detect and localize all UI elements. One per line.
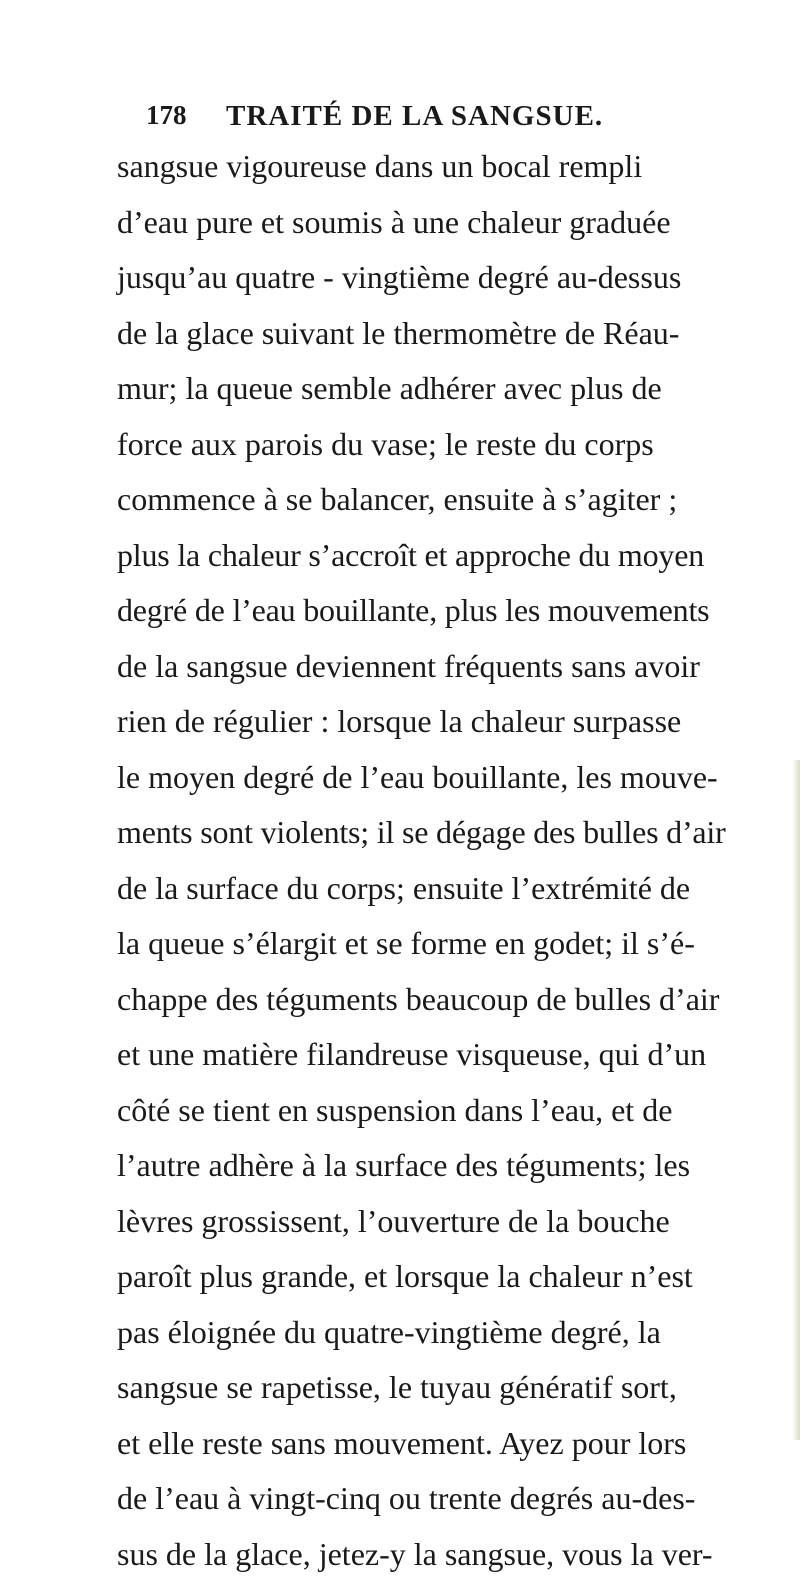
text-line: plus la chaleur s’accroît et approche du moyen — [117, 535, 797, 591]
text-line: de l’eau à vingt-cinq ou trente degrés au-des- — [117, 1478, 797, 1534]
text-line: de la glace suivant le thermomètre de Réau- — [117, 313, 797, 369]
text-line: côté se tient en suspension dans l’eau, et de — [117, 1090, 797, 1146]
text-line: sangsue vigoureuse dans un bocal rempli — [117, 146, 797, 202]
page-number: 178 — [146, 100, 187, 131]
text-line: commence à se balancer, ensuite à s’agiter ; — [117, 479, 797, 535]
page-edge-shadow — [792, 760, 800, 1440]
text-line: d’eau pure et soumis à une chaleur graduée — [117, 202, 797, 258]
text-line: paroît plus grande, et lorsque la chaleur n’est — [117, 1256, 797, 1312]
running-title: TRAITÉ DE LA SANGSUE. — [226, 100, 603, 133]
text-line: l’autre adhère à la surface des téguments; les — [117, 1145, 797, 1201]
text-line: de la surface du corps; ensuite l’extrémité de — [117, 868, 797, 924]
text-line: la queue s’élargit et se forme en godet; il s’é- — [117, 923, 797, 979]
text-line: le moyen degré de l’eau bouillante, les mouve- — [117, 757, 797, 813]
text-line: pas éloignée du quatre-vingtième degré, la — [117, 1312, 797, 1368]
text-line: degré de l’eau bouillante, plus les mouvements — [117, 590, 797, 646]
text-line: de la sangsue deviennent fréquents sans avoir — [117, 646, 797, 702]
text-line: force aux parois du vase; le reste du corps — [117, 424, 797, 480]
text-line: mur; la queue semble adhérer avec plus de — [117, 368, 797, 424]
text-line: lèvres grossissent, l’ouverture de la bouche — [117, 1201, 797, 1257]
text-line: sus de la glace, jetez-y la sangsue, vous la ver- — [117, 1534, 797, 1589]
text-line: chappe des téguments beaucoup de bulles d’air — [117, 979, 797, 1035]
text-line: jusqu’au quatre - vingtième degré au-dessus — [117, 257, 797, 313]
text-line: sangsue se rapetisse, le tuyau génératif sort, — [117, 1367, 797, 1423]
text-line: et une matière filandreuse visqueuse, qui d’un — [117, 1034, 797, 1090]
page-header — [146, 100, 786, 140]
text-line: et elle reste sans mouvement. Ayez pour lors — [117, 1423, 797, 1479]
body-text — [117, 146, 797, 1589]
text-line: rien de régulier : lorsque la chaleur surpasse — [117, 701, 797, 757]
text-line: ments sont violents; il se dégage des bulles d’air — [117, 812, 797, 868]
